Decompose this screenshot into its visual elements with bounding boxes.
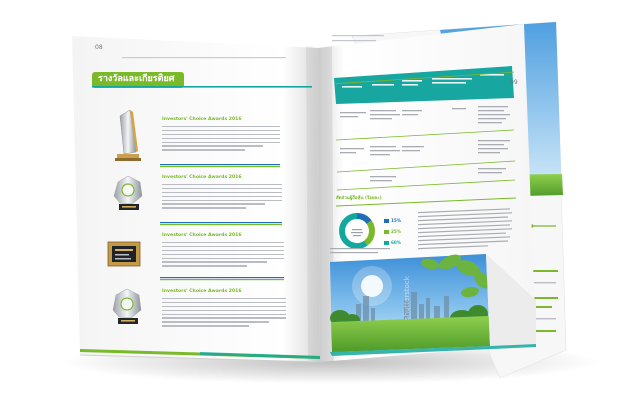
left-header-title: รางวัลและเกียรติยศ: [98, 74, 175, 84]
award-3-description: [162, 242, 284, 269]
award-2-description: [162, 184, 282, 211]
legend-swatch-green: [384, 230, 389, 234]
award-1-description: [162, 126, 280, 153]
sun-glow: [352, 266, 392, 306]
shutterstock-watermark: shutterstock: [403, 276, 411, 320]
chart-title: สัดส่วนผู้ถือหุ้น (ร้อยละ): [336, 196, 382, 201]
right-header-small: [332, 35, 384, 36]
donut-label-3: 60%: [391, 240, 402, 245]
grass: [331, 316, 490, 352]
award-3-plaque: [108, 242, 140, 266]
right-header-small: [332, 40, 376, 41]
donut-label-2: 25%: [391, 229, 402, 234]
back-page-text-line: [530, 282, 556, 283]
back-page-green-text-1: [530, 270, 558, 272]
award-2-title: Investors' Choice Awards 2016: [162, 175, 242, 180]
legend-swatch-teal: [384, 241, 389, 245]
park-photo: [330, 251, 493, 352]
right-page-number: 09: [510, 79, 518, 86]
spine-shade: [306, 46, 320, 362]
donut-label-1: 15%: [391, 218, 402, 223]
award-4-title: Investors' Choice Awards 2016: [162, 289, 242, 294]
left-page-number: 08: [95, 44, 103, 51]
award-1-title: Investors' Choice Awards 2016: [162, 117, 242, 122]
legend-swatch-blue: [384, 219, 389, 223]
donut-legend: [384, 219, 389, 245]
award-3-title: Investors' Choice Awards 2016: [162, 233, 242, 238]
left-header-underline: [92, 86, 312, 88]
left-header-rule: [122, 57, 286, 58]
award-4-description: [162, 298, 286, 329]
